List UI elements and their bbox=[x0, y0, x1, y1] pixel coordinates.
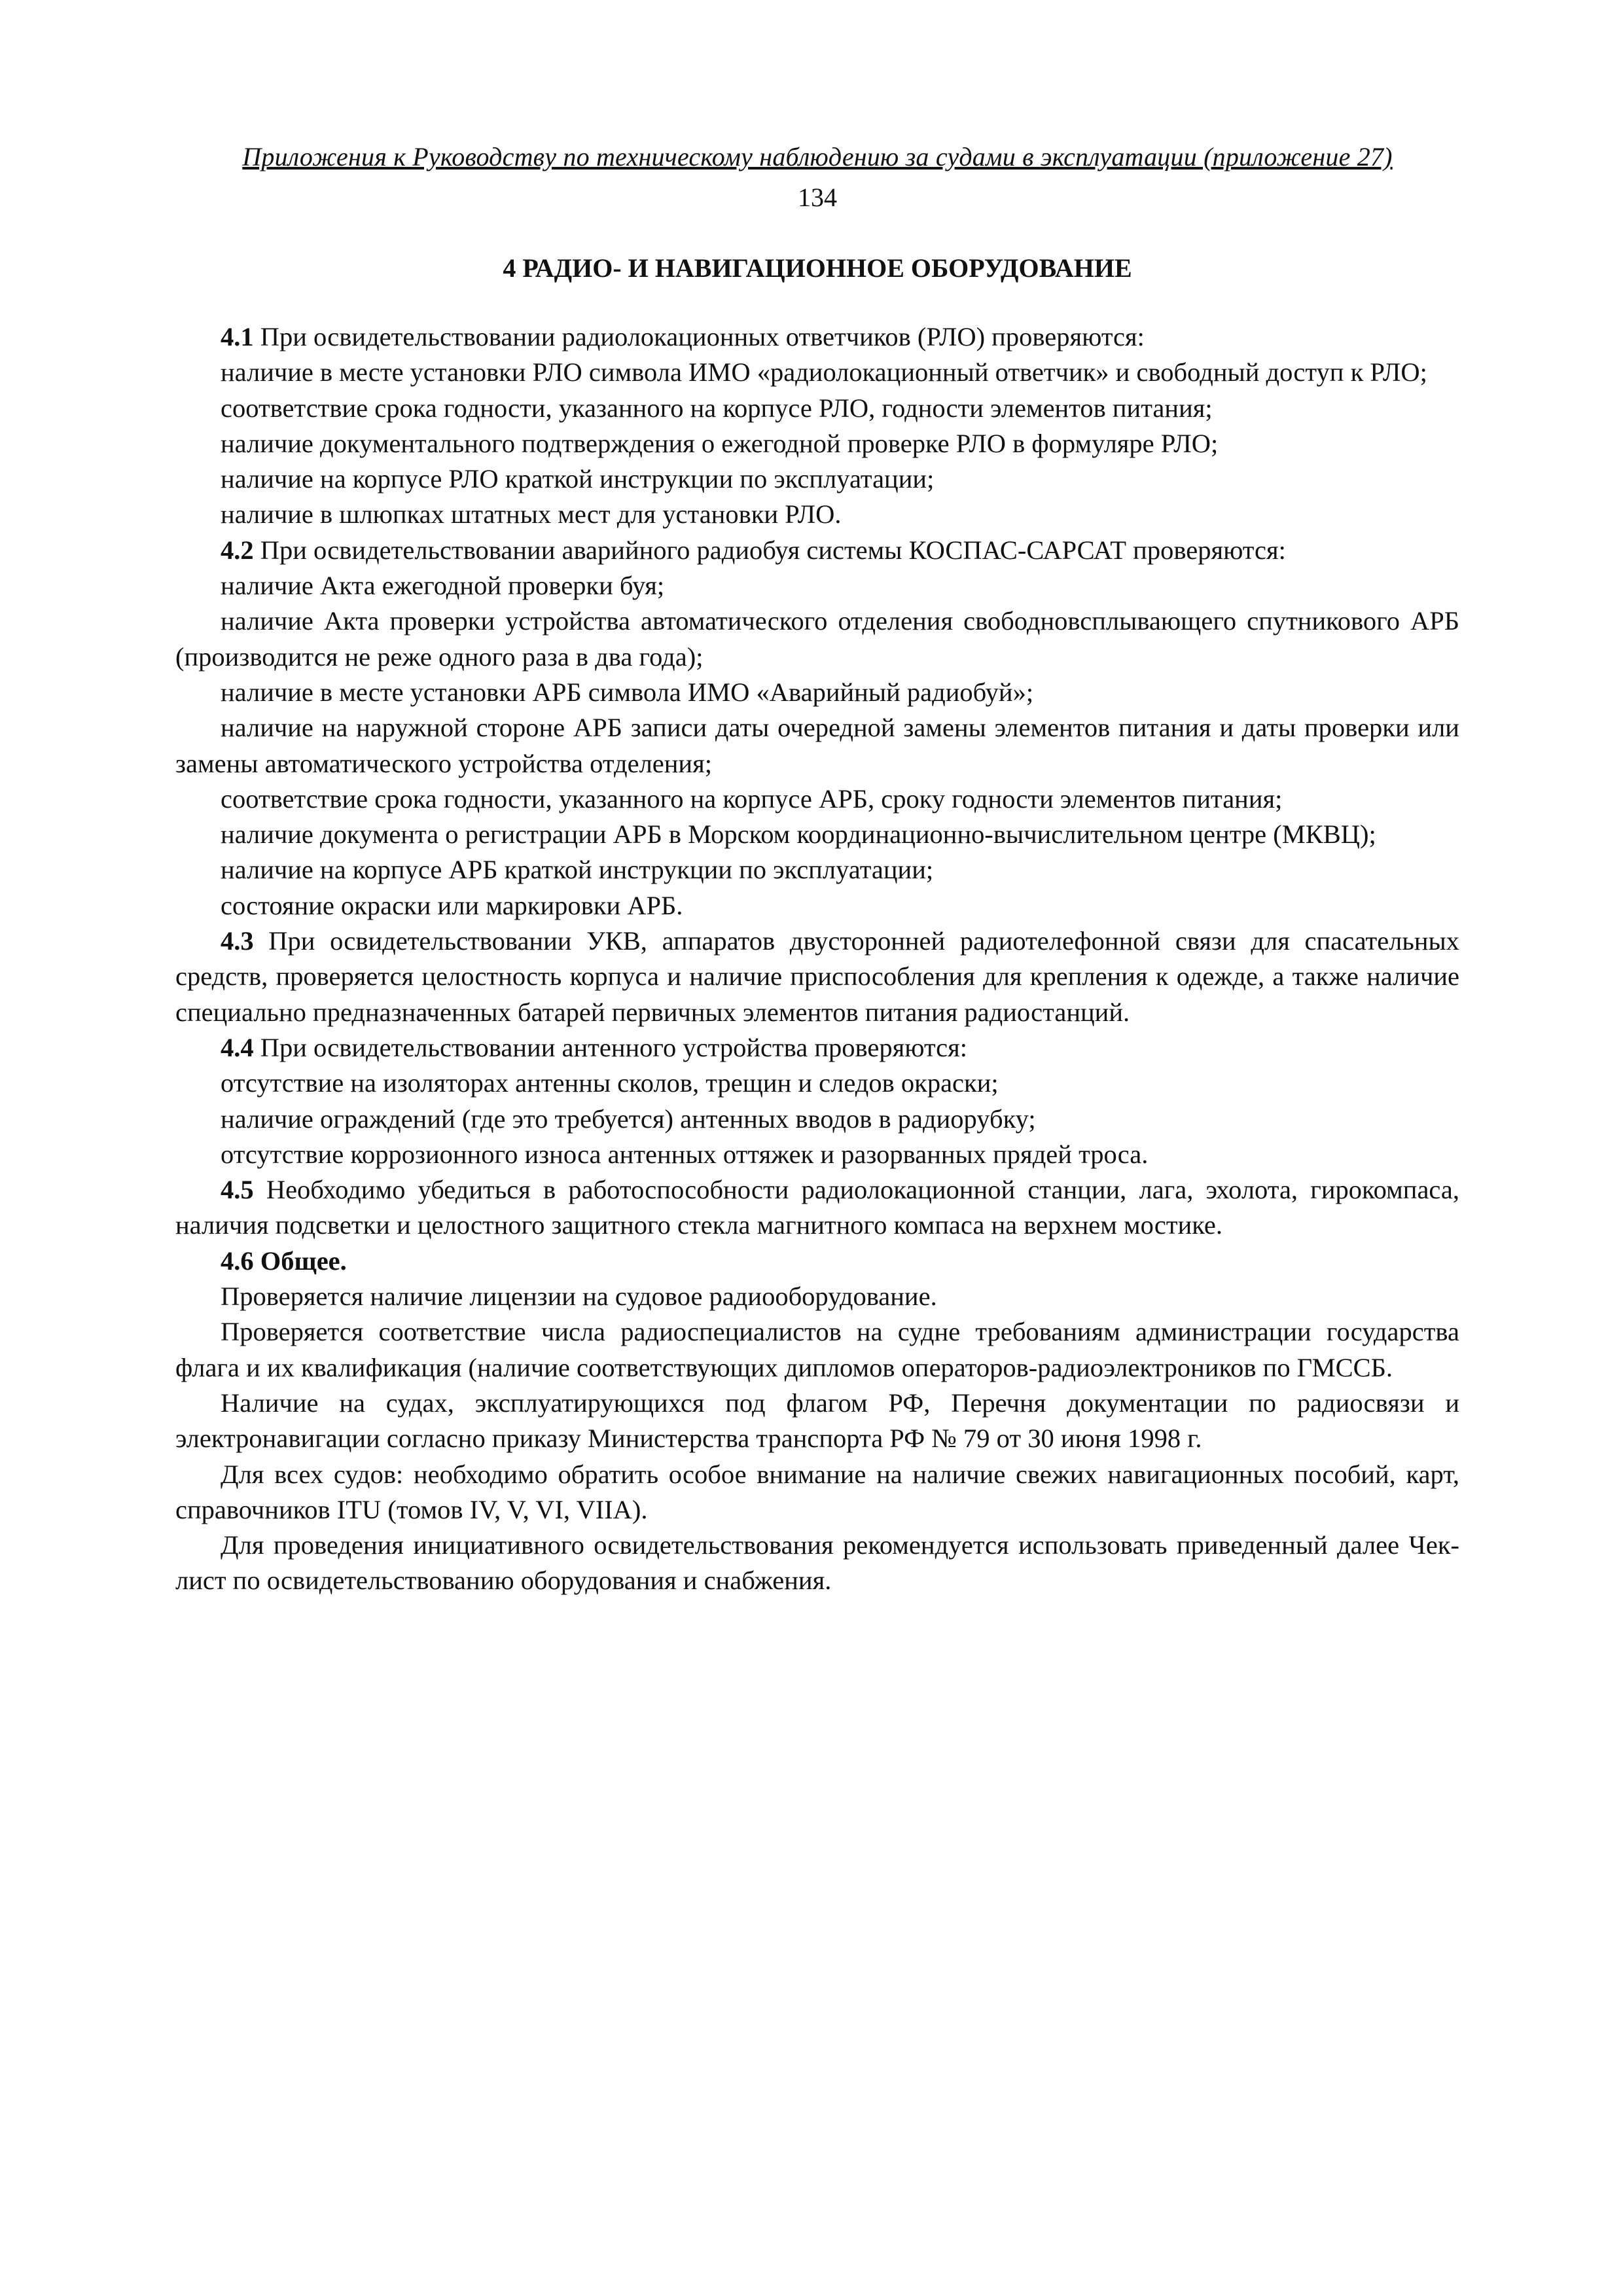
clause-number: 4.4 bbox=[221, 1032, 254, 1062]
subsection-heading: Общее. bbox=[253, 1246, 347, 1276]
paragraph-text: При освидетельствовании аварийного радиобуя системы КОСПАС-САРСАТ проверяются: bbox=[253, 535, 1286, 565]
paragraph-text: При освидетельствовании антенного устройства проверяются: bbox=[253, 1032, 968, 1062]
paragraph: Для всех судов: необходимо обратить особое внимание на наличие свежих навигационных пособий, карт, справочников ITU (томов IV, V, VI, VIIA). bbox=[175, 1459, 1459, 1524]
paragraph-4-6 bbox=[175, 1244, 1459, 1279]
paragraph-4-2 bbox=[175, 533, 1459, 568]
list-item: наличие в месте установки РЛО символа ИМО «радиолокационный ответчик» и свободный доступ к РЛО; bbox=[221, 357, 1427, 387]
page-number: 134 bbox=[798, 183, 837, 212]
paragraph: Для проведения инициативного освидетельствования рекомендуется использовать приведенный далее Чек-лист по освидетельствованию оборудования и снабжения. bbox=[175, 1530, 1459, 1596]
paragraph: Проверяется наличие лицензии на судовое радиооборудование. bbox=[221, 1282, 937, 1312]
list-item: наличие Акта проверки устройства автоматического отделения свободновсплывающего спутникового АРБ (производится не реже одного раза в два года); bbox=[175, 606, 1459, 672]
paragraph-4-1 bbox=[175, 319, 1459, 355]
paragraph: Проверяется соответствие числа радиоспециалистов на судне требованиям администрации государства флага и их квалификация (наличие соответствующих дипломов операторов-радиоэлектроников по ГМССБ. bbox=[175, 1317, 1459, 1382]
list-item: соответствие срока годности, указанного на корпусе РЛО, годности элементов питания; bbox=[221, 393, 1213, 423]
list-item: наличие в месте установки АРБ символа ИМО «Аварийный радиобуй»; bbox=[221, 677, 1034, 707]
document-page bbox=[175, 141, 1459, 1599]
paragraph-text: Необходимо убедиться в работоспособности радиолокационной станции, лага, эхолота, гирокомпаса, наличия подсветки и целостного защитного стекла магнитного компаса на верхнем мостике. bbox=[175, 1175, 1459, 1240]
running-header: Приложения к Руководству по техническому наблюдению за судами в эксплуатации (приложение 27) bbox=[242, 142, 1393, 171]
list-item: соответствие срока годности, указанного на корпусе АРБ, сроку годности элементов питания; bbox=[221, 783, 1283, 814]
list-item: наличие на корпусе РЛО краткой инструкции по эксплуатации; bbox=[221, 464, 935, 494]
paragraph-4-5 bbox=[175, 1172, 1459, 1244]
paragraph-4-3 bbox=[175, 924, 1459, 1030]
list-item: наличие на корпусе АРБ краткой инструкции по эксплуатации; bbox=[221, 855, 934, 885]
clause-number: 4.6 bbox=[221, 1246, 254, 1276]
list-item: отсутствие на изоляторах антенны сколов, трещин и следов окраски; bbox=[221, 1068, 999, 1098]
list-item: наличие в шлюпках штатных мест для установки РЛО. bbox=[221, 499, 842, 529]
section-body bbox=[175, 319, 1459, 1599]
list-item: состояние окраски или маркировки АРБ. bbox=[221, 890, 683, 920]
section-title: 4 РАДИО- И НАВИГАЦИОННОЕ ОБОРУДОВАНИЕ bbox=[503, 253, 1132, 283]
list-item: наличие документа о регистрации АРБ в Морском координационно-вычислительном центре (МКВЦ); bbox=[221, 819, 1376, 850]
list-item: отсутствие коррозионного износа антенных оттяжек и разорванных прядей троса. bbox=[221, 1139, 1149, 1169]
clause-number: 4.1 bbox=[221, 322, 254, 351]
list-item: наличие ограждений (где это требуется) антенных вводов в радиорубку; bbox=[221, 1103, 1036, 1134]
clause-number: 4.2 bbox=[221, 535, 254, 565]
list-item: наличие документального подтверждения о ежегодной проверке РЛО в формуляре РЛО; bbox=[221, 428, 1219, 458]
paragraph-text: При освидетельствовании УКВ, аппаратов двусторонней радиотелефонной связи для спасательных средств, проверяется целостность корпуса и наличие приспособления для крепления к одежде, а также наличие специально предназначенных батарей первичных элементов питания радиостанций. bbox=[175, 926, 1459, 1027]
list-item: наличие на наружной стороне АРБ записи даты очередной замены элементов питания и даты проверки или замены автоматического устройства отделения; bbox=[175, 713, 1459, 778]
paragraph: Наличие на судах, эксплуатирующихся под флагом РФ, Перечня документации по радиосвязи и электронавигации согласно приказу Министерства транспорта РФ № 79 от 30 июня 1998 г. bbox=[175, 1388, 1459, 1454]
list-item: наличие Акта ежегодной проверки буя; bbox=[221, 571, 665, 601]
clause-number: 4.3 bbox=[221, 926, 254, 956]
paragraph-4-4 bbox=[175, 1030, 1459, 1066]
paragraph-text: При освидетельствовании радиолокационных ответчиков (РЛО) проверяются: bbox=[253, 322, 1145, 351]
clause-number: 4.5 bbox=[221, 1175, 254, 1205]
